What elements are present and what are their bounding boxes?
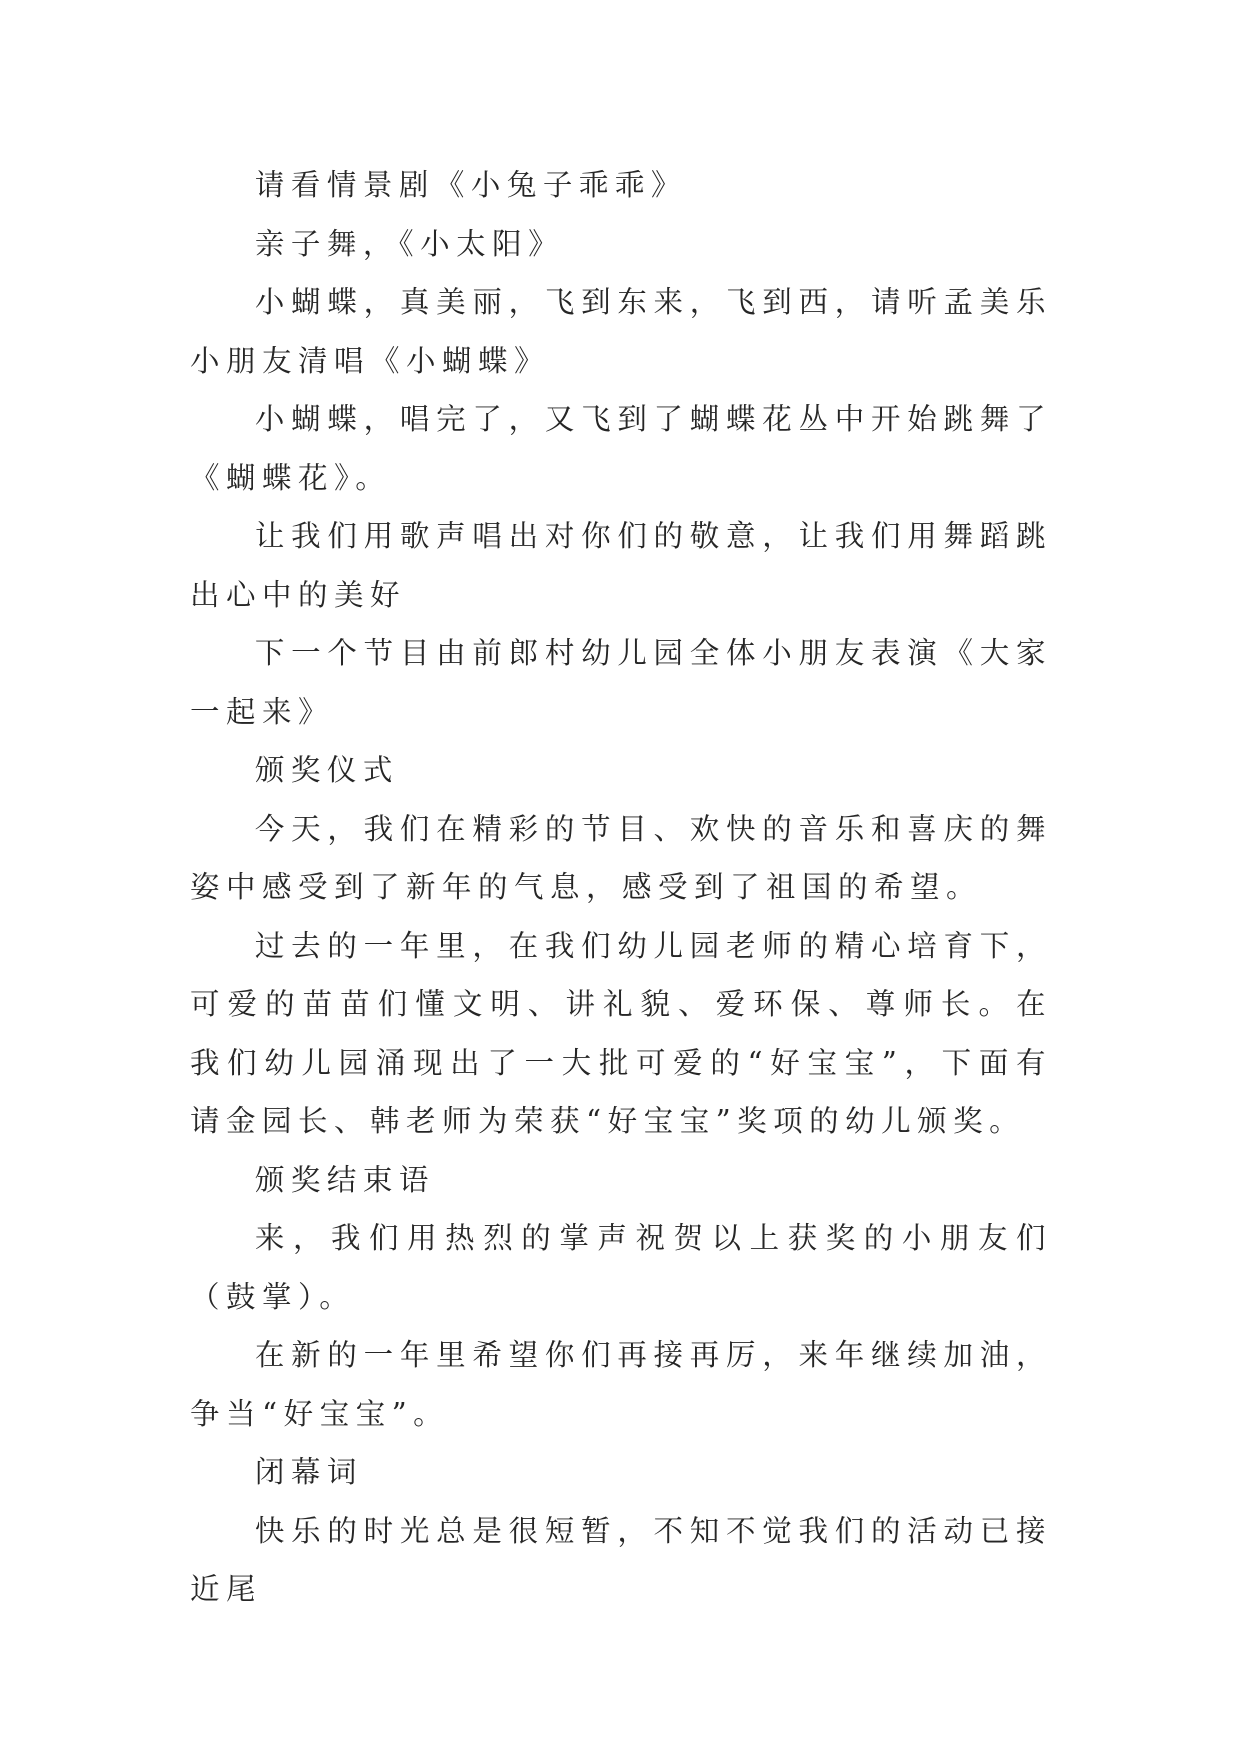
paragraph-scene-play: 请看情景剧《小兔子乖乖》 [254,168,687,202]
paragraph-applause: 来，我们用热烈的掌声祝贺以上获奖的小朋友们（鼓掌）。 [190,1221,1052,1314]
paragraph-today: 今天，我们在精彩的节目、欢快的音乐和喜庆的舞姿中感受到了新年的气息，感受到了祖国的希望。 [190,811,1052,904]
heading-closing-speech: 闭幕词 [254,1455,363,1489]
paragraph-song-and-dance: 让我们用歌声唱出对你们的敬意，让我们用舞蹈跳出心中的美好 [190,519,1052,612]
paragraph-butterfly-dance: 小蝴蝶，唱完了，又飞到了蝴蝶花丛中开始跳舞了《蝴蝶花》。 [190,402,1052,495]
paragraph-next-program: 下一个节目由前郎村幼儿园全体小朋友表演《大家一起来》 [190,636,1052,729]
paragraph-parent-child-dance: 亲子舞，《小太阳》 [254,226,565,261]
heading-award-closing: 颁奖结束语 [254,1162,435,1197]
paragraph-new-year-wish: 在新的一年里希望你们再接再厉，来年继续加油，争当“好宝宝”。 [190,1338,1052,1431]
paragraph-past-year: 过去的一年里，在我们幼儿园老师的精心培育下，可爱的苗苗们懂文明、讲礼貌、爱环保、尊师长。在我们幼儿园涌现出了一大批可爱的“好宝宝”，下面有请金园长、韩老师为荣获“好宝宝”奖项的幼儿颁奖。 [190,928,1052,1138]
paragraph-butterfly-song: 小蝴蝶，真美丽，飞到东来，飞到西，请听孟美乐小朋友清唱《小蝴蝶》 [190,285,1052,378]
heading-award-ceremony: 颁奖仪式 [254,753,399,787]
paragraph-happy-time: 快乐的时光总是很短暂，不知不觉我们的活动已接近尾 [190,1513,1052,1606]
document-body [190,156,1052,1619]
